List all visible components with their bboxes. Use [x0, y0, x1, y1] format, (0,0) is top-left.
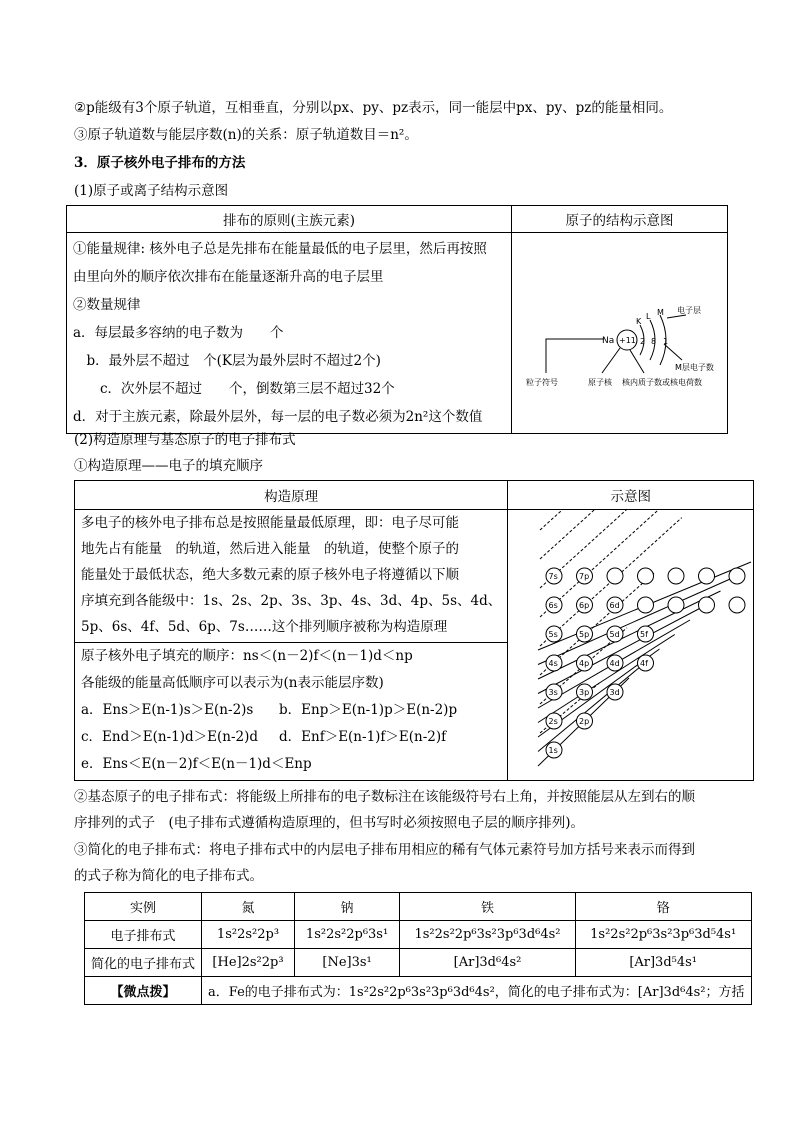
principle-line: 地先占有能量 的轨道，然后进入能量 的轨道，使整个原子的 [81, 541, 459, 557]
orbital-label: 5d [609, 630, 620, 639]
text-ground-state-1: ②基态原子的电子排布式：将能级上所排布的电子数标注在该能级符号右上角，并按照能层从左到右的顺 [74, 789, 695, 805]
rule-line: b．最外层不超过 个(K层为最外层时不超过2个) [73, 353, 381, 369]
charge-pointer [630, 350, 644, 373]
principle-line: 能量处于最低状态，绝大多数元素的原子核外电子将遵循以下顺 [81, 567, 459, 583]
orbital-label: 6d [609, 601, 620, 610]
subheading-filling-order: ①构造原理——电子的填充顺序 [74, 458, 263, 474]
config-cell: 1s²2s²2p⁶3s¹ [294, 921, 399, 949]
config-cell: 1s²2s²2p⁶3s²3p⁶3d⁶4s² [400, 921, 576, 949]
aufbau-diagram [508, 510, 753, 780]
label-nuclear-charge: 核内质子数或核电荷数 [622, 378, 702, 387]
nucleus-charge: +11 [619, 336, 636, 345]
config-cell: 1s²2s²2p³ [202, 921, 295, 949]
aufbau-table [74, 480, 754, 781]
filling-arrow [538, 591, 721, 679]
filling-arrow [538, 635, 675, 723]
config-cell: 1s²2s²2p⁶3s²3p⁶3d⁵4s¹ [575, 921, 751, 949]
note-text: a．Fe的电子排布式为：1s²2s²2p⁶3s²3p⁶3d⁶4s²，简化的电子排布式为：[Ar]3d⁶4s²；方括 [202, 977, 752, 1005]
orbital-label: 5f [640, 630, 649, 639]
element-symbol: Na [602, 336, 615, 346]
header-example: 实例 [85, 893, 202, 921]
shell-count-m: 1 [663, 337, 669, 346]
rule-line: a．每层最多容纳的电子数为 个 [73, 325, 284, 341]
label-electron-layer: 电子层 [677, 306, 701, 315]
text-p-orbitals: ②p能级有3个原子轨道，互相垂直，分别以px、py、pz表示，同一能层中px、py、pz的能量相同。 [74, 100, 673, 116]
row-label-simplified: 简化的电子排布式 [85, 949, 202, 977]
principle-line: 序填充到各能级中：1s、2s、2p、3s、3p、4s、3d、4p、5s、4d、 [81, 593, 502, 609]
label-particle-symbol: 粒子符号 [526, 378, 558, 387]
rule-line: 由里向外的顺序依次排布在能量逐渐升高的电子层里 [73, 269, 384, 285]
label-nucleus: 原子核 [588, 378, 612, 387]
orbital-label: 4p [579, 659, 590, 668]
orbital-label: 4d [609, 659, 620, 668]
filling-order-line: 原子核外电子填充的顺序：ns＜(n－2)f＜(n－1)d＜np [81, 647, 413, 664]
text-simplified-2: 的式子称为简化的电子排布式。 [74, 868, 263, 884]
header-principle: 构造原理 [75, 481, 508, 510]
orbital-label: 1s [548, 746, 559, 755]
header-chromium: 铬 [575, 893, 751, 921]
subheading-construction: (2)构造原理与基态原子的电子排布式 [74, 432, 296, 448]
empty-orbital-circle [668, 597, 684, 613]
rule-line: ②数量规律 [73, 297, 141, 313]
header-diagram: 原子的结构示意图 [512, 206, 728, 233]
principle-line: 5p、6s、4f、5d、6p、7s……这个排列顺序被称为构造原理 [81, 619, 448, 635]
row-label-config: 电子排布式 [85, 921, 202, 949]
simplified-cell: [He]2s²2p³ [202, 949, 295, 977]
sodium-atom-diagram [512, 233, 726, 427]
arrangement-rules-table [66, 205, 728, 434]
orbital-label: 3p [579, 688, 590, 697]
layer-pointer [667, 315, 686, 318]
empty-orbital-circle [638, 597, 654, 613]
orbital-label: 3d [609, 688, 620, 697]
rule-line: ①能量规律: 核外电子总是先排布在能量最低的电子层里，然后再按照 [73, 241, 487, 257]
simplified-cell: [Ne]3s¹ [294, 949, 399, 977]
empty-orbital-circle [668, 568, 684, 584]
energy-item-c: c．End＞E(n-1)d＞E(n-2)d [81, 728, 259, 745]
orbital-label: 5p [579, 630, 590, 639]
orbital-label: 7s [548, 572, 559, 581]
empty-orbital-circle [699, 597, 715, 613]
shell-letter-l: L [646, 312, 651, 321]
orbital-label: 7p [579, 572, 590, 581]
subheading-structure-diagram: (1)原子或离子结构示意图 [74, 183, 229, 199]
text-ground-state-2: 序排列的式子 (电子排布式遵循构造原理的，但书写时必须按照电子层的顺序排列)。 [74, 815, 585, 831]
empty-orbital-circle [607, 568, 623, 584]
orbital-label: 2s [548, 717, 559, 726]
orbital-label: 5s [548, 630, 559, 639]
principle-line: 多电子的核外电子排布总是按照能量最低原理，即：电子尽可能 [81, 515, 459, 531]
energy-item-b: b．Enp＞E(n-1)p＞E(n-2)p [279, 701, 458, 718]
diagonal-guide [540, 510, 682, 559]
orbital-label: 4s [548, 659, 559, 668]
orbital-label: 6s [548, 601, 559, 610]
diagonal-guide [540, 510, 682, 530]
orbital-label: 4f [640, 659, 649, 668]
header-nitrogen: 氮 [202, 893, 295, 921]
symbol-pointer [546, 339, 604, 373]
section-heading-3: 3．原子核外电子排布的方法 [74, 155, 246, 171]
header-iron: 铁 [400, 893, 576, 921]
electron-config-table [84, 892, 752, 1005]
label-m-shell-count: M层电子数 [675, 363, 714, 372]
shell-count-l: 8 [651, 337, 657, 346]
energy-item-e: e．Ens＜E(n－2)f＜E(n－1)d＜Enp [81, 755, 312, 772]
header-schematic: 示意图 [508, 481, 754, 510]
shell-letter-k: K [636, 317, 642, 326]
empty-orbital-circle [729, 597, 745, 613]
header-rules: 排布的原则(主族元素) [67, 206, 512, 233]
header-sodium: 钠 [294, 893, 399, 921]
simplified-cell: [Ar]3d⁶4s² [400, 949, 576, 977]
rule-line: d．对于主族元素，除最外层外，每一层的电子数必须为2n²这个数值 [73, 409, 483, 425]
empty-orbital-circle [638, 568, 654, 584]
orbital-label: 6p [579, 601, 590, 610]
orbital-label: 2p [579, 717, 590, 726]
rule-line: c．次外层不超过 个，倒数第三层不超过32个 [73, 381, 395, 397]
shell-count-k: 2 [640, 337, 646, 346]
text-orbital-count: ③原子轨道数与能层序数(n)的关系：原子轨道数目＝n²。 [74, 127, 418, 143]
shell-letter-m: M [657, 308, 664, 317]
simplified-cell: [Ar]3d⁵4s¹ [575, 949, 751, 977]
empty-orbital-circle [729, 568, 745, 584]
filling-arrow [538, 606, 705, 694]
shell-count-pointer [664, 344, 682, 360]
energy-item-a: a．Ens＞E(n-1)s＞E(n-2)s [81, 701, 254, 718]
nucleus-pointer [602, 348, 620, 373]
energy-order-line: 各能级的能量高低顺序可以表示为(n表示能层序数) [81, 674, 384, 691]
orbital-label: 3s [548, 688, 559, 697]
note-label: 【微点拨】 [85, 977, 202, 1005]
text-simplified-1: ③简化的电子排布式：将电子排布式中的内层电子排布用相应的稀有气体元素符号加方括号来表示而得到 [74, 842, 695, 858]
empty-orbital-circle [699, 568, 715, 584]
energy-item-d: d．Enf＞E(n-1)f＞E(n-2)f [279, 728, 447, 745]
